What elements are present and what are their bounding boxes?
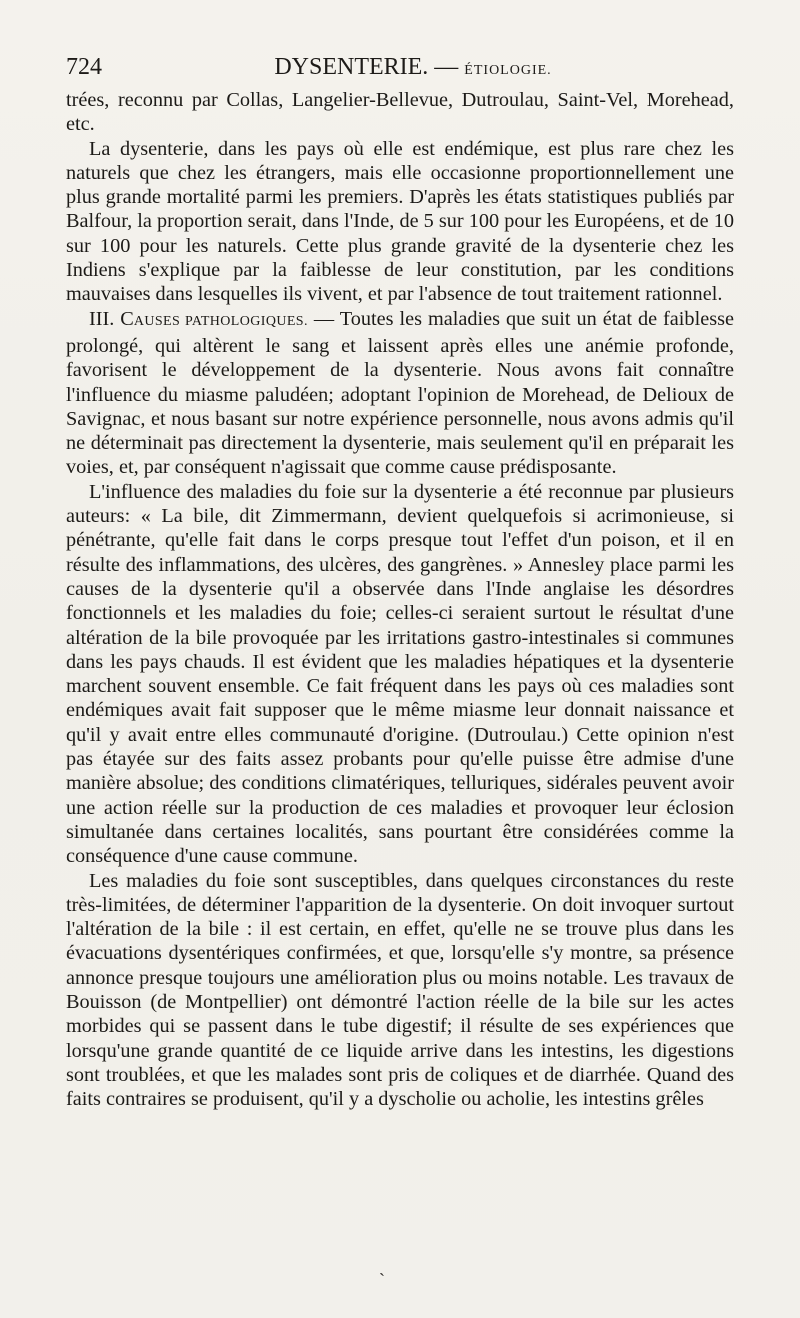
section-heading: AUSES PATHOLOGIQUES. [133,313,308,329]
section-text: — Toutes les maladies que suit un état de faiblesse prolongé, qui altèrent le sang et laissent après elles une anémie profonde, favorisent le développement de la dysenterie. Nous avons fait connaître l'influence du miasme paludéen; adoptant l'opinion de Morehead, de Delioux de Savignac, et nous basant sur notre expérience personnelle, nous avons admis qu'il ne déterminait pas directement la dysenterie, mais seulement qu'il en préparait les voies, et, par conséquent n'agissait que comme cause prédisposante. [66,307,734,479]
running-head [66,50,734,84]
page-number: 724 [66,54,102,80]
chapter-title-main: DYSENTERIE. [274,54,429,80]
title-separator: — [428,54,465,80]
paragraph-liver-influence: L'influence des maladies du foie sur la dysenterie a été reconnue par plusieurs auteurs: « La bile, dit Zimmermann, devient quelquefois si acrimonieuse, si pénétrante, qu'elle fait dans le corps presque tout l'effet d'un poison, et il en résulte des inflammations, des ulcères, des gangrènes. » Annesley place parmi les causes de la dysenterie qu'il a observée dans l'Inde anglaise les désordres fonctionnels et les maladies du foie; celles-ci seraient surtout le résultat d'une altération de la bile provoquée par les irritations gastro-intestinales si communes dans les pays chauds. Il est évident que les maladies hépatiques et la dysenterie marchent souvent ensemble. Ce fait fréquent dans les pays où ces maladies sont endémiques avait fait supposer que le même miasme leur donnait naissance et qu'il y avait entre elles communauté d'origine. (Dutroulau.) Cette opinion n'est pas étayée sur des faits assez probants pour qu'elle puisse être admise d'une manière absolue; des conditions climatériques, telluriques, sidérales peuvent avoir une action réelle sur la production de ces maladies et provoquer leur éclosion simultanée dans certaines localités, sans pourtant être considérées comme la conséquence d'une cause commune. [66,480,734,868]
chapter-subtitle: ÉTIOLOGIE. [464,63,552,78]
paragraph-pathological-causes [66,307,734,480]
chapter-title [66,50,734,88]
text-body [66,88,734,1111]
paragraph-liver-diseases: Les maladies du foie sont susceptibles, dans quelques circonstances du reste très-limitées, de déterminer l'apparition de la dysenterie. On doit invoquer surtout l'altération de la bile : il est certain, en effet, qu'elle ne se trouve plus dans les évacuations dysentériques confirmées, et que, lorsqu'elle s'y montre, sa présence annonce presque toujours une amélioration plus ou moins notable. Les travaux de Bouisson (de Montpellier) ont démontré l'action réelle de la bile sur les actes morbides qui se passent dans le tube digestif; il résulte de ses expériences que lorsqu'une grande quantité de ce liquide arrive dans les intestins, les digestions sont troublées, et que les malades sont pris de coliques et de diarrhée. Quand des faits contraires se produisent, qu'il y a dyscholie ou acholie, les intestins grêles [66,869,734,1111]
paragraph-continuation: trées, reconnu par Collas, Langelier-Bellevue, Dutroulau, Saint-Vel, Morehead, etc. [66,89,734,136]
footer-mark: ` [379,1270,385,1290]
section-number: III. [89,307,121,330]
paragraph-endemic-mortality: La dysenterie, dans les pays où elle est endémique, est plus rare chez les naturels que chez les étrangers, mais elle occasionne proportionnellement une plus grande mortalité parmi les premiers. D'après les états statistiques publiés par Balfour, la proportion serait, dans l'Inde, de 5 sur 100 pour les Européens, et de 10 sur 100 pour les naturels. Cette plus grande gravité de la dysenterie chez les Indiens s'explique par la faiblesse de leur constitution, par les conditions mauvaises dans lesquelles ils vivent, et par l'absence de tout traitement rationnel. [66,137,735,306]
section-heading-initial: C [120,307,134,330]
